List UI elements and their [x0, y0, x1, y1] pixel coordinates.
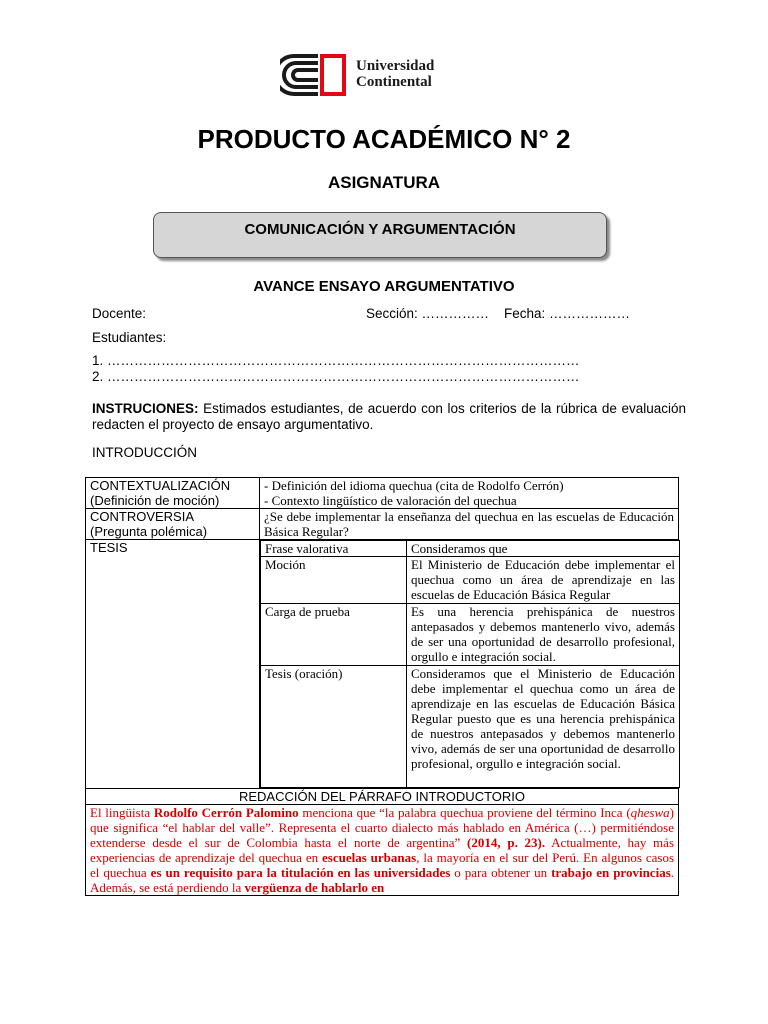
para-seg: , la mayoría en el sur del Perú. En algunos casos el quechua [90, 850, 675, 880]
page-title: PRODUCTO ACADÉMICO N° 2 [197, 124, 571, 154]
contro-cell [86, 509, 260, 540]
logo-line1: Universidad [356, 58, 435, 74]
table-row [86, 540, 679, 789]
contro-title: CONTROVERSIA [90, 509, 195, 524]
table-row [86, 805, 679, 896]
table-row [86, 478, 679, 509]
instructions-label: INSTRUCIONES: [92, 401, 199, 416]
university-logo [280, 52, 460, 100]
section-title: AVANCE ENSAYO ARGUMENTATIVO [253, 278, 515, 295]
fecha-label: Fecha: ……………… [504, 306, 631, 321]
contro-question: ¿Se debe implementar la enseñanza del quechua en las escuelas de Educación Básica Regular? [260, 509, 679, 540]
para-seg: . Además, se está perdiendo la [90, 865, 675, 895]
table-row [261, 604, 680, 666]
para-term: qheswa [630, 805, 670, 820]
course-name: COMUNICACIÓN Y ARGUMENTACIÓN [244, 221, 516, 238]
redaccion-title: REDACCIÓN DEL PÁRRAFO INTRODUCTORIO [86, 789, 679, 805]
para-author: Rodolfo Cerrón Palomino [153, 805, 299, 820]
para-citation: (2014, p. 23). [467, 835, 546, 850]
mocion-value: El Ministerio de Educación debe implementar el quechua como un área de aprendizaje en las escuelas de Educación Básica Regular [407, 557, 680, 604]
tesis-oracion-label: Tesis (oración) [261, 666, 407, 788]
tesis-title: TESIS [86, 540, 260, 789]
mocion-label: Moción [261, 557, 407, 604]
para-emph: es un requisito para la titulación en las universidades [150, 865, 451, 880]
subject-label: ASIGNATURA [327, 173, 441, 192]
instructions-text: Estimados estudiantes, de acuerdo con los criterios de la rúbrica de evaluación redacten el proyecto de ensayo argumentativo. [92, 401, 686, 432]
para-emph: escuelas urbanas [322, 850, 417, 865]
para-seg: El lingüista [90, 805, 154, 820]
instructions [92, 401, 686, 433]
contro-sub: (Pregunta polémica) [90, 524, 208, 539]
carga-value: Es una herencia prehispánica de nuestros antepasados y debemos mantenerlo vivo, además de ser una oportunidad de desarrollo profesional, orgullo e integración social. [407, 604, 680, 666]
carga-label: Carga de prueba [261, 604, 407, 666]
para-emph: trabajo en provincias [551, 865, 671, 880]
para-seg: ) que significa “el hablar del valle”. Representa el cuarto dialecto más hablado en América (…) permitiéndose extenderse desde el sur de Colombia hasta el norte de argentina” [90, 805, 674, 850]
ctx-item-2: - Contexto lingüístico de valoración del quechua [264, 493, 517, 508]
ctx-cell [86, 478, 260, 509]
frase-value: Consideramos que [407, 541, 680, 557]
docente-label: Docente: [92, 306, 147, 321]
ctx-item-1: - Definición del idioma quechua (cita de Rodolfo Cerrón) [264, 478, 564, 493]
frase-label: Frase valorativa [261, 541, 407, 557]
ctx-items [260, 478, 679, 509]
tesis-oracion-value: Consideramos que el Ministerio de Educación debe implementar el quechua como un área de aprendizaje en las escuelas de Educación Básica Regular puesto que es una herencia prehispánica de nuestros antepasados y debemos mantenerlo vivo, además de ser una oportunidad de desarrollo profesional, orgullo e integración social. [407, 666, 680, 788]
logo-line2: Continental [356, 74, 432, 90]
intro-label: INTRODUCCIÓN [92, 445, 197, 460]
tesis-detail [260, 540, 679, 789]
table-row [261, 666, 680, 788]
seccion-label: Sección: …………… [366, 306, 490, 321]
table-row [261, 557, 680, 604]
para-seg: Actualmente, hay más experiencias de aprendizaje del quechua en [90, 835, 674, 865]
para-seg: menciona que “la palabra quechua proviene del término Inca ( [298, 805, 631, 820]
table-row [261, 541, 680, 557]
ctx-title: CONTEXTUALIZACIÓN [90, 478, 231, 493]
table-row [86, 509, 679, 540]
student-line-1: 1. …………………………………………………………………………………………… [92, 353, 580, 368]
essay-table [85, 477, 679, 896]
para-seg: o para obtener un [450, 865, 552, 880]
intro-paragraph [86, 805, 679, 896]
tesis-inner-table [260, 540, 680, 788]
estudiantes-label: Estudiantes: [92, 330, 167, 345]
student-line-2: 2. …………………………………………………………………………………………… [92, 369, 580, 384]
course-box [153, 212, 607, 258]
logo-icon [280, 52, 350, 98]
ctx-sub: (Definición de moción) [90, 493, 220, 508]
table-row [86, 789, 679, 805]
para-emph: vergüenza de hablarlo en [244, 880, 385, 895]
